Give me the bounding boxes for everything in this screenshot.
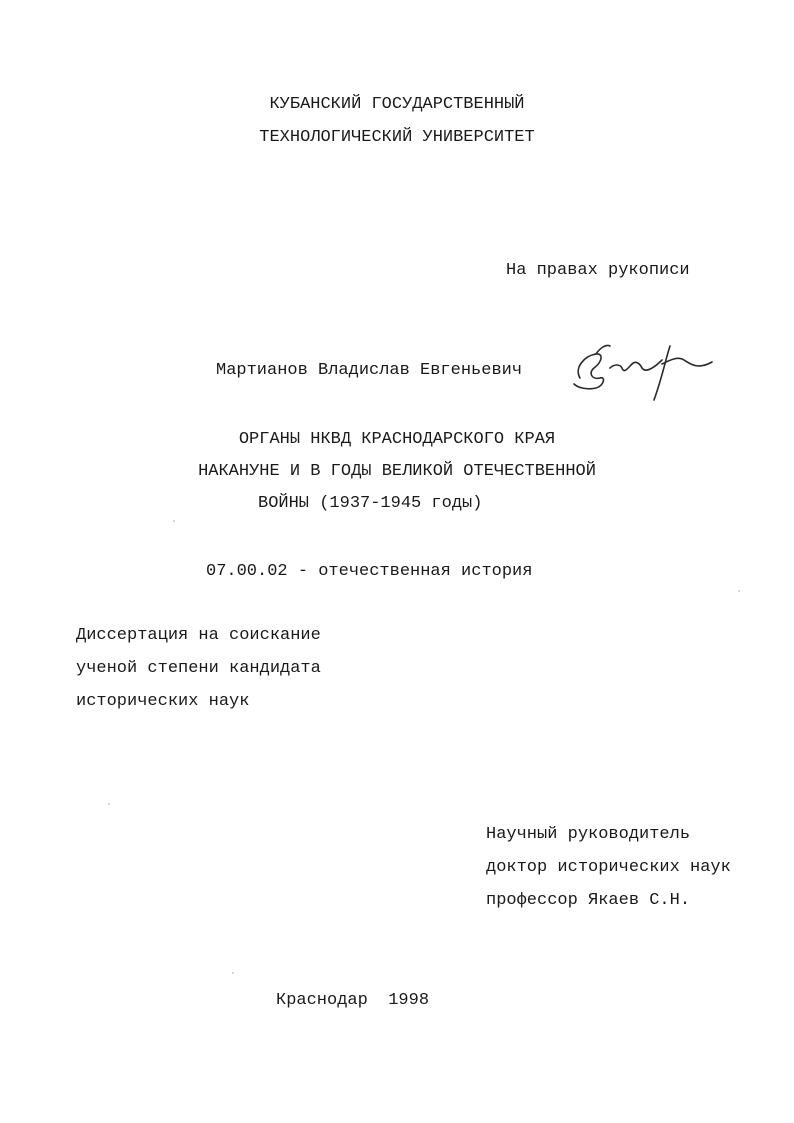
- degree-line-1: Диссертация на соискание: [76, 626, 321, 645]
- place-year: Краснодар 1998: [276, 991, 430, 1010]
- scan-speck: [232, 972, 234, 974]
- title-line-3: ВОЙНЫ (1937-1945 годы): [258, 494, 483, 513]
- scan-speck: [738, 590, 740, 592]
- degree-line-2: ученой степени кандидата: [76, 659, 321, 678]
- supervisor-line-2: доктор исторических наук: [486, 858, 731, 877]
- specialty-code: 07.00.02 - отечественная история: [206, 562, 533, 581]
- author-signature: [566, 338, 726, 408]
- scan-speck: [173, 520, 175, 522]
- title-line-1: ОРГАНЫ НКВД КРАСНОДАРСКОГО КРАЯ: [238, 430, 556, 449]
- author-name: Мартианов Владислав Евгеньевич: [216, 361, 523, 380]
- supervisor-line-1: Научный руководитель: [486, 825, 691, 844]
- supervisor-line-3: профессор Якаев С.Н.: [486, 891, 691, 910]
- scan-speck: [108, 803, 110, 805]
- degree-line-3: исторических наук: [76, 692, 250, 711]
- institution-line-1: КУБАНСКИЙ ГОСУДАРСТВЕННЫЙ: [269, 95, 525, 114]
- title-line-2: НАКАНУНЕ И В ГОДЫ ВЕЛИКОЙ ОТЕЧЕСТВЕННОЙ: [198, 462, 596, 481]
- manuscript-note: На правах рукописи: [506, 261, 690, 280]
- institution-line-2: ТЕХНОЛОГИЧЕСКИЙ УНИВЕРСИТЕТ: [259, 128, 535, 147]
